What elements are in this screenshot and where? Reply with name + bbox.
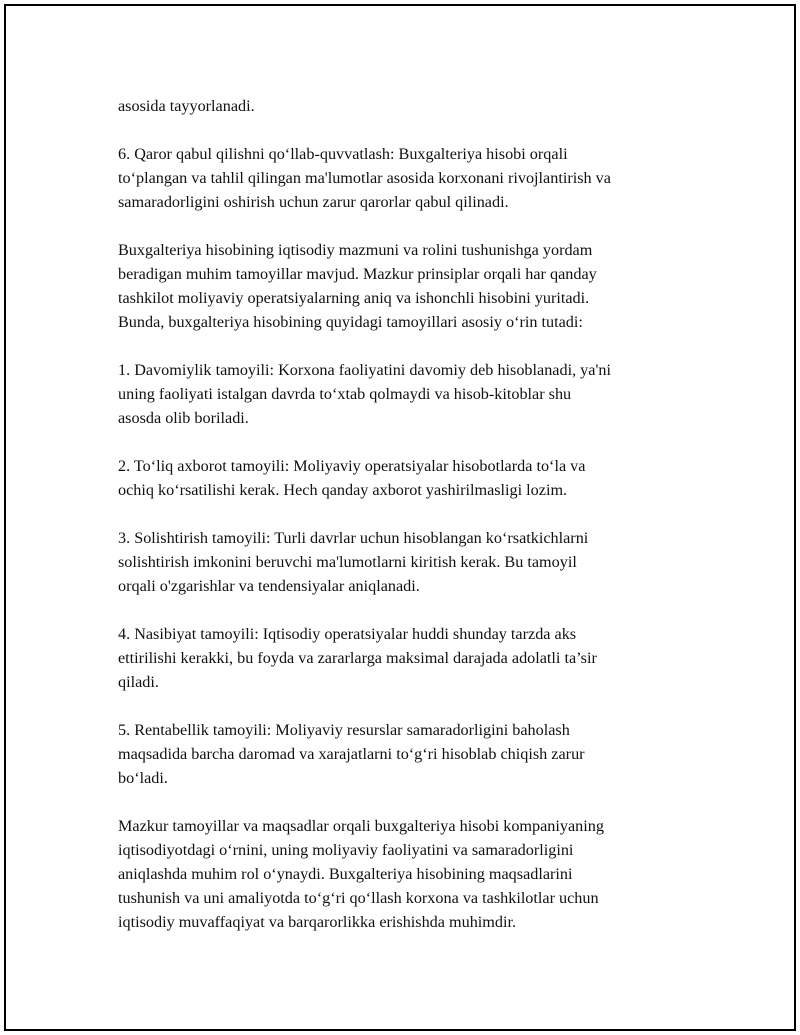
page-frame [4,4,796,1031]
document-body [118,94,698,958]
paragraph-principle-continuity: 1. Davomiylik tamoyili: Korxona faoliyatini davomiy deb hisoblanadi, ya'ni uning faoliyati istalgan davrda to‘xtab qolmaydi va hisob-kitoblar shu asosda olib boriladi. [118,361,611,427]
paragraph-conclusion: Mazkur tamoyillar va maqsadlar orqali buxgalteriya hisobi kompaniyaning iqtisodiyotdagi o‘rnini, uning moliyaviy faoliyatini va samaradorligini aniqlashda muhim rol o‘ynaydi. Buxgalteriya hisobining maqsadlarini tushunish va uni amaliyotda to‘g‘ri qo‘llash korxona va tashkilotlar uchun iqtisodiy muvaffaqiyat va barqarorlikka erishishda muhimdir. [118,817,604,931]
paragraph-principle-full-disclosure: 2. To‘liq axborot tamoyili: Moliyaviy operatsiyalar hisobotlarda to‘la va ochiq ko‘rsatilishi kerak. Hech qanday axborot yashirilmasligi lozim. [118,457,586,499]
paragraph-principle-profitability: 5. Rentabellik tamoyili: Moliyaviy resurslar samaradorligini baholash maqsadida barcha daromad va xarajatlarni to‘g‘ri hisoblab chiqish zarur bo‘ladi. [118,721,585,787]
paragraph-continuation: asosida tayyorlanadi. [118,97,255,115]
paragraph-principles-intro: Buxgalteriya hisobining iqtisodiy mazmuni va rolini tushunishga yordam beradigan muhim tamoyillar mavjud. Mazkur prinsiplar orqali har qanday tashkilot moliyaviy operatsiyalarning aniq va ishonchli hisobini yuritadi. Bunda, buxgalteriya hisobining quyidagi tamoyillari asosiy o‘rin tutadi: [118,241,597,331]
paragraph-principle-comparability: 3. Solishtirish tamoyili: Turli davrlar uchun hisoblangan ko‘rsatkichlarni solishtirish imkonini beruvchi ma'lumotlarni kiritish kerak. Bu tamoyil orqali o'zgarishlar va tendensiyalar aniqlanadi. [118,529,589,595]
paragraph-decision-support: 6. Qaror qabul qilishni qo‘llab-quvvatlash: Buxgalteriya hisobi orqali to‘plangan va tahlil qilingan ma'lumotlar asosida korxonani rivojlantirish va samaradorligini oshirish uchun zarur qarorlar qabul qilinadi. [118,145,611,211]
paragraph-principle-fairness: 4. Nasibiyat tamoyili: Iqtisodiy operatsiyalar huddi shunday tarzda aks ettirilishi kerakki, bu foyda va zararlarga maksimal darajada adolatli ta’sir qiladi. [118,625,597,691]
